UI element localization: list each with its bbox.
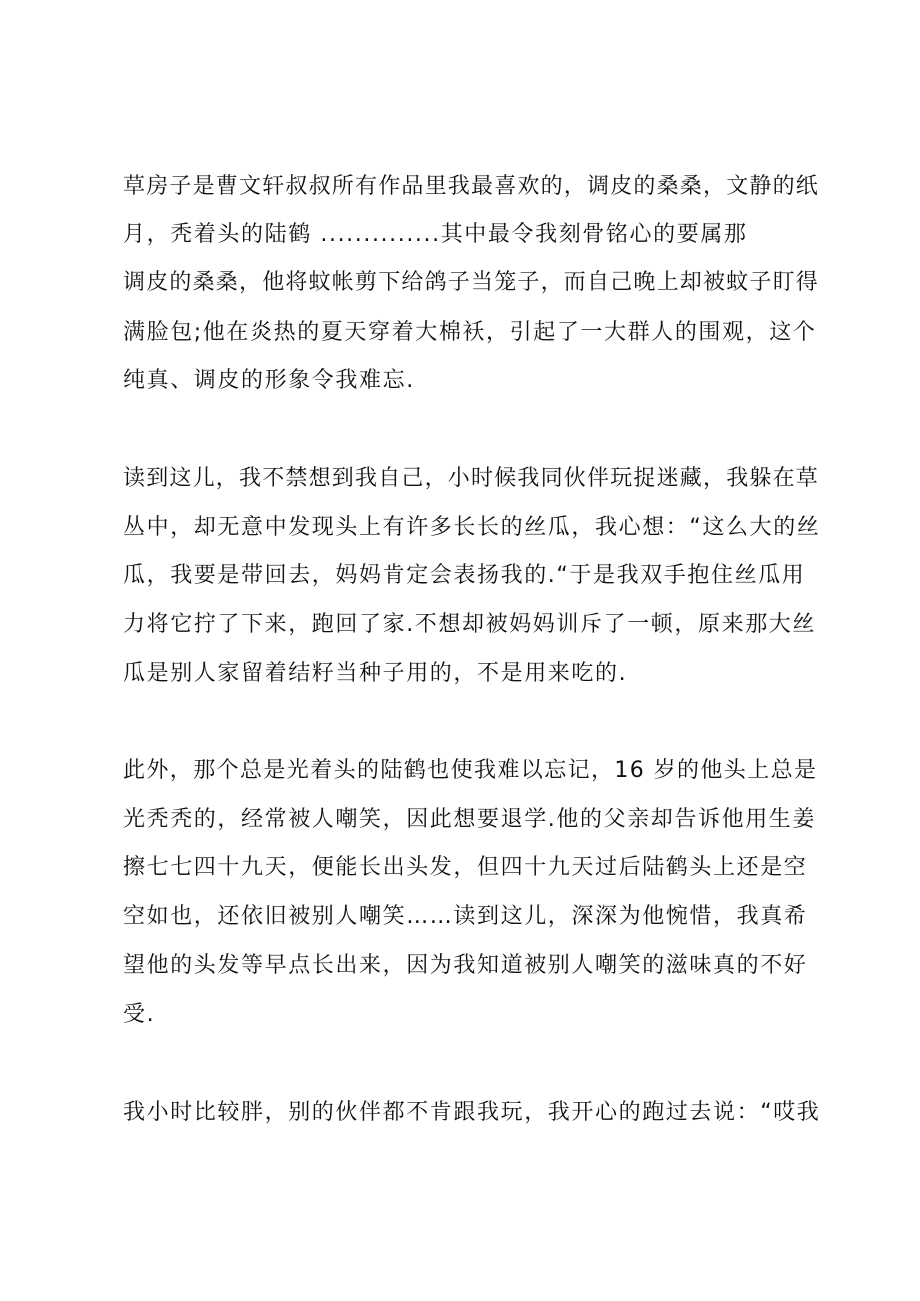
paragraph-1-line-1: 草房子是曹文轩叔叔所有作品里我最喜欢的，调皮的桑桑，文静的纸	[123, 174, 820, 199]
paragraph-1-line-4: 满脸包;他在炎热的夏天穿着大棉袄，引起了一大群人的围观，这个	[123, 320, 817, 345]
paragraph-3-line-4: 空如也，还依旧被别人嘲笑……读到这儿，深深为他惋惜，我真希	[123, 904, 808, 929]
paragraph-3-line-1: 此外，那个总是光着头的陆鹤也使我难以忘记，16 岁的他头上总是	[123, 758, 818, 783]
paragraph-2-line-2: 丛中，却无意中发现头上有许多长长的丝瓜，我心想：“这么大的丝	[123, 515, 821, 540]
paragraph-1-line-2: 月，秃着头的陆鹤 ..............其中最令我刻骨铭心的要属那	[123, 222, 748, 247]
paragraph-2-line-5: 瓜是别人家留着结籽当种子用的，不是用来吃的.	[123, 661, 628, 686]
paragraph-1-line-5: 纯真、调皮的形象令我难忘.	[123, 368, 415, 393]
paragraph-1-line-3: 调皮的桑桑，他将蚊帐剪下给鸽子当笼子，而自己晚上却被蚊子盯得	[123, 270, 820, 295]
paragraph-3-line-2: 光秃秃的，经常被人嘲笑，因此想要退学.他的父亲却告诉他用生姜	[123, 807, 816, 832]
paragraph-3-line-3: 擦七七四十九天，便能长出头发，但四十九天过后陆鹤头上还是空	[123, 855, 808, 880]
paragraph-3-line-5: 望他的头发等早点长出来，因为我知道被别人嘲笑的滋味真的不好	[123, 953, 808, 978]
paragraph-2-line-1: 读到这儿，我不禁想到我自己，小时候我同伙伴玩捉迷藏，我躲在草	[123, 466, 820, 491]
paragraph-4-line-1: 我小时比较胖，别的伙伴都不肯跟我玩，我开心的跑过去说：“哎我	[123, 1100, 821, 1125]
paragraph-2-line-4: 力将它拧了下来，跑回了家.不想却被妈妈训斥了一顿，原来那大丝	[123, 612, 816, 637]
paragraph-2-line-3: 瓜，我要是带回去，妈妈肯定会表扬我的.“于是我双手抱住丝瓜用	[123, 563, 806, 588]
paragraph-3-line-6: 受.	[123, 1002, 156, 1027]
